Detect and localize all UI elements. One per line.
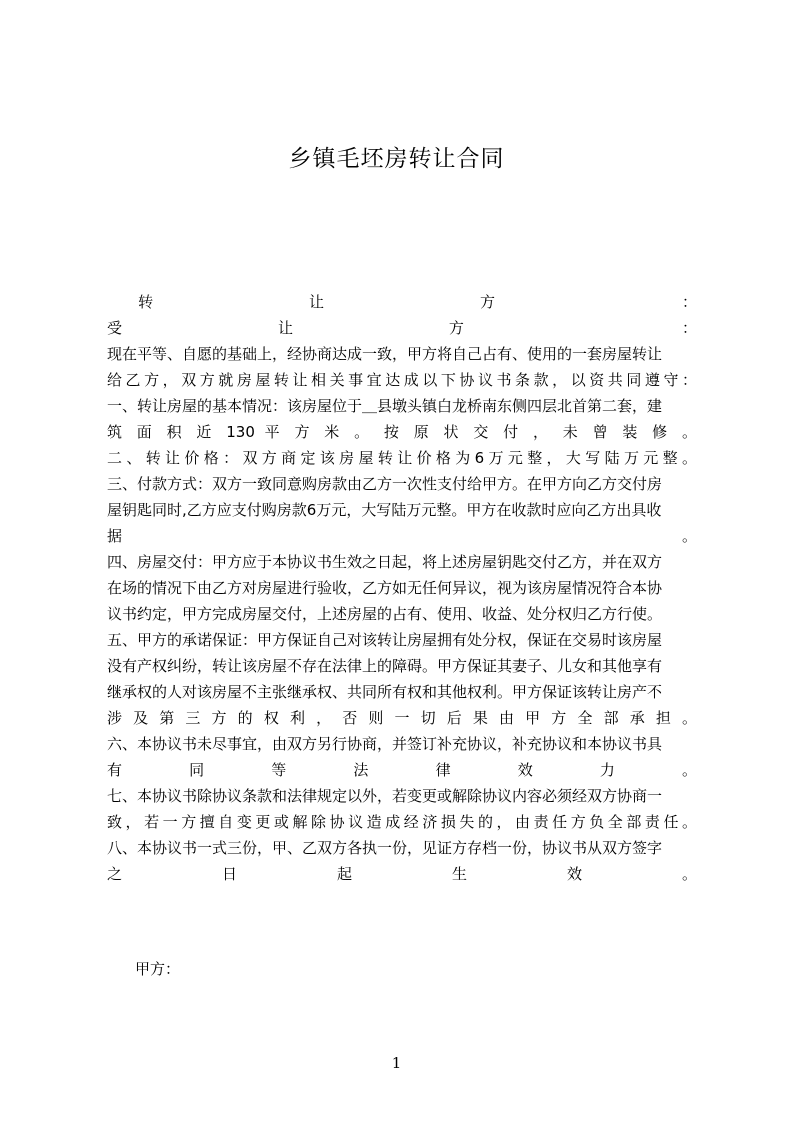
contract-line: 四、房屋交付：甲方应于本协议书生效之日起，将上述房屋钥匙交付乙方，并在双方 xyxy=(107,553,663,571)
contract-line: 没有产权纠纷，转让该房屋不存在法律上的障碍。甲方保证其妻子、儿女和其他享有 xyxy=(107,657,663,675)
contract-line: 屋钥匙同时,乙方应支付购房款6万元，大写陆万元整。甲方在收款时应向乙方出具收 xyxy=(107,501,662,519)
contract-line: 受 让 方 ： xyxy=(107,319,697,337)
page-number: 1 xyxy=(391,1054,402,1072)
contract-line: 在场的情况下由乙方对房屋进行验收，乙方如无任何异议，视为该房屋情况符合本协 xyxy=(107,579,663,597)
contract-line: 之 日 起 生 效 。 xyxy=(107,865,697,883)
contract-line: 六、本协议书未尽事宜，由双方另行协商，并签订补充协议，补充协议和本协议书具 xyxy=(107,735,663,753)
contract-line: 涉及第三方的权利，否则一切后果由甲方全部承担。 xyxy=(107,709,697,727)
contract-line: 八、本协议书一式三份，甲、乙双方各执一份，见证方存档一份，协议书从双方签字 xyxy=(107,839,663,857)
contract-line: 筑 面 积 近 130 平 方 米 。 按 原 状 交 付 ， 未 曾 装 修 。 xyxy=(107,423,697,441)
contract-line: 据 。 xyxy=(107,527,697,545)
contract-line: 七、本协议书除协议条款和法律规定以外，若变更或解除协议内容必须经双方协商一 xyxy=(107,787,663,805)
contract-line: 有 同 等 法 律 效 力 。 xyxy=(107,761,697,779)
contract-line: 继承权的人对该房屋不主张继承权、共同所有权和其他权利。甲方保证该转让房产不 xyxy=(107,683,663,701)
contract-line: 一、转让房屋的基本情况：该房屋位于＿县墩头镇白龙桥南东侧四层北首第二套，建 xyxy=(107,397,663,415)
contract-line: 议书约定，甲方完成房屋交付，上述房屋的占有、使用、收益、处分权归乙方行使。 xyxy=(107,605,663,623)
page-title: 乡镇毛坯房转让合同 xyxy=(288,146,505,172)
contract-line: 五、甲方的承诺保证：甲方保证自己对该转让房屋拥有处分权，保证在交易时该房屋 xyxy=(107,631,663,649)
contract-line: 二、转让价格：双方商定该房屋转让价格为6万元整，大写陆万元整。 xyxy=(107,449,697,467)
party-a-signature-label: 甲方： xyxy=(135,960,181,978)
contract-line: 现在平等、自愿的基础上，经协商达成一致，甲方将自己占有、使用的一套房屋转让 xyxy=(107,345,663,363)
contract-line: 给乙方，双方就房屋转让相关事宜达成以下协议书条款，以资共同遵守： xyxy=(107,371,697,389)
contract-line: 三、付款方式：双方一致同意购房款由乙方一次性支付给甲方。在甲方向乙方交付房 xyxy=(107,475,663,493)
contract-body xyxy=(107,289,697,887)
contract-line: 致，若一方擅自变更或解除协议造成经济损失的，由责任方负全部责任。 xyxy=(107,813,697,831)
contract-line: 转 让 方 ： xyxy=(107,293,697,311)
